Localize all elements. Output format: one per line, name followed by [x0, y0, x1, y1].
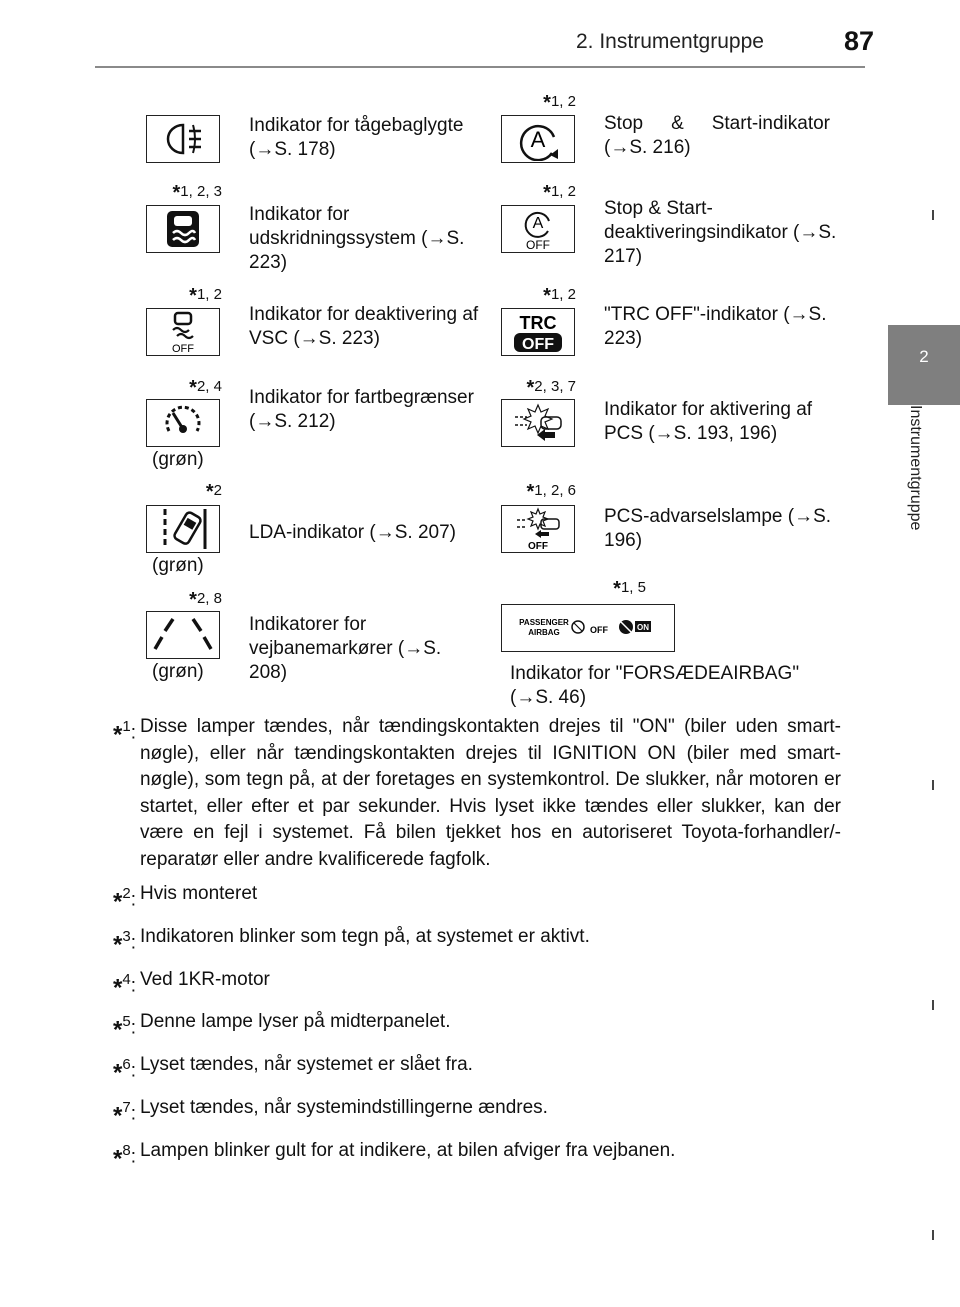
- footnote-item: *$^1$: Disse lamper tændes, når tændingskontakten drejes til "ON" (biler uden smart-nøgle), eller når tændingskontakten drejes til IGNITION ON (biler med smart-nøgle), som tegn på, at der foretages en systemkontrol. De slukker, når motoren er startet, eller efter et par sekunder. Hvis lyset ikke tændes eller slukker, kan der være en fejl i systemet. Få bilen tjekket hos en autoriseret Toyota-forhandler/-reparatør eller andre kvalificerede fagfolk.: [113, 716, 841, 870]
- indicator-caption: Indikator for aktivering af PCS (→S. 193, 196): [604, 399, 813, 444]
- footnote-item: *$^2$: Hvis monteret: [113, 883, 258, 916]
- footnote-ref: *1, 2: [543, 92, 576, 114]
- lane-markers-icon: [153, 615, 213, 655]
- svg-text:OFF: OFF: [528, 541, 548, 551]
- chapter-tab[interactable]: 2: [888, 325, 960, 405]
- vsc-off-icon: [153, 310, 213, 354]
- footnote-ref: *2: [205, 481, 222, 503]
- margin-tick: [932, 1230, 934, 1240]
- speed-limiter-indicator-icon: [146, 399, 220, 447]
- lda-indicator-icon: [146, 505, 220, 553]
- indicator-caption: Stop & Start-deaktiveringsindikator (→S. 217): [604, 198, 837, 267]
- indicator-caption: Indikator for "FORSÆDEAIRBAG" (→S. 46): [510, 663, 800, 708]
- svg-text:A: A: [530, 127, 546, 152]
- indicator-caption: LDA-indikator (→S. 207): [249, 522, 456, 543]
- footnote-ref: *1, 2, 3: [172, 182, 222, 204]
- footnote-item: *$^3$: Indikatoren blinker som tegn på, at systemet er aktivt.: [113, 925, 590, 959]
- svg-text:ON: ON: [637, 623, 649, 632]
- footnote-ref: *1, 5: [613, 578, 646, 600]
- indicator-caption: Indikator for deaktivering af VSC (→S. 223): [249, 304, 479, 349]
- indicator-caption: Stop & Start-indikator (→S. 216): [604, 113, 830, 158]
- slip-indicator-icon: [146, 205, 220, 253]
- stop-start-icon: [508, 117, 568, 161]
- footnote-ref: *1, 2: [543, 285, 576, 307]
- footnote-ref: *1, 2: [189, 285, 222, 307]
- stop-start-indicator-icon: [501, 115, 575, 163]
- stop-start-off-icon: [508, 207, 568, 251]
- svg-text:OFF: OFF: [522, 336, 554, 353]
- footnote-ref: *2, 8: [189, 589, 222, 611]
- lda-icon: [153, 507, 213, 551]
- indicator-caption: Indikatorer for vejbanemarkører (→S. 208): [249, 614, 442, 683]
- pcs-warning-indicator-icon: [501, 505, 575, 553]
- margin-tick: [932, 780, 934, 790]
- slip-icon: [163, 209, 203, 249]
- pcs-icon: [507, 401, 569, 445]
- margin-tick: [932, 210, 934, 220]
- header-rule: [95, 66, 865, 68]
- footnote-item: *$^7$: Lyset tændes, når systemindstillingerne ændres.: [113, 1097, 548, 1130]
- footnote-ref: *1, 2, 6: [526, 481, 576, 503]
- stop-start-off-indicator-icon: [501, 205, 575, 253]
- svg-text:OFF: OFF: [172, 343, 194, 354]
- svg-text:PASSENGER: PASSENGER: [519, 618, 569, 627]
- footnote-item: *$^5$: Denne lampe lyser på midterpanelet.: [113, 1011, 451, 1044]
- footnote-ref: *2, 3, 7: [526, 377, 576, 399]
- speed-limiter-icon: [153, 401, 213, 445]
- rear-fog-indicator-icon: [146, 115, 220, 163]
- footnote-item: *$^6$: Lyset tændes, når systemet er slået fra.: [113, 1054, 473, 1087]
- svg-text:A: A: [532, 215, 544, 232]
- header-title: 2. Instrumentgruppe: [576, 30, 764, 53]
- vsc-off-indicator-icon: [146, 308, 220, 356]
- passenger-airbag-icon: [502, 605, 674, 651]
- svg-text:OFF: OFF: [590, 625, 608, 635]
- page-number: 87: [844, 26, 875, 56]
- indicator-caption: "TRC OFF"-indikator (→S. 223): [604, 304, 827, 349]
- footnote-item: *$^8$: Lampen blinker gult for at indikere, at bilen afviger fra vejbanen.: [113, 1139, 676, 1173]
- trc-off-icon: [507, 310, 569, 354]
- indicator-caption: PCS-advarselslampe (→S. 196): [604, 506, 832, 551]
- indicator-caption: Indikator for fartbegrænser (→S. 212): [249, 387, 474, 432]
- pcs-off-icon: [507, 507, 569, 551]
- pcs-indicator-icon: [501, 399, 575, 447]
- chapter-label: Instrumentgruppe: [907, 405, 924, 531]
- footnote-item: *$^4$: Ved 1KR-motor: [113, 968, 270, 1001]
- passenger-airbag-indicator-icon: [501, 604, 675, 652]
- lane-markers-indicator-icon: [146, 611, 220, 659]
- footnote-ref: *2, 4: [189, 377, 222, 399]
- rear-fog-icon: [153, 119, 213, 159]
- svg-text:AIRBAG: AIRBAG: [528, 628, 560, 637]
- svg-text:OFF: OFF: [526, 238, 550, 251]
- indicator-caption: Indikator for udskridningssystem (→S. 223): [249, 204, 465, 273]
- footnote-list: [113, 714, 841, 1181]
- svg-text:TRC: TRC: [519, 313, 557, 333]
- trc-off-indicator-icon: [501, 308, 575, 356]
- indicator-caption: Indikator for tågebaglygte (→S. 178): [249, 115, 464, 160]
- color-note: (grøn): [152, 555, 204, 576]
- margin-tick: [932, 1000, 934, 1010]
- color-note: (grøn): [152, 661, 204, 682]
- color-note: (grøn): [152, 449, 204, 470]
- footnote-ref: *1, 2: [543, 182, 576, 204]
